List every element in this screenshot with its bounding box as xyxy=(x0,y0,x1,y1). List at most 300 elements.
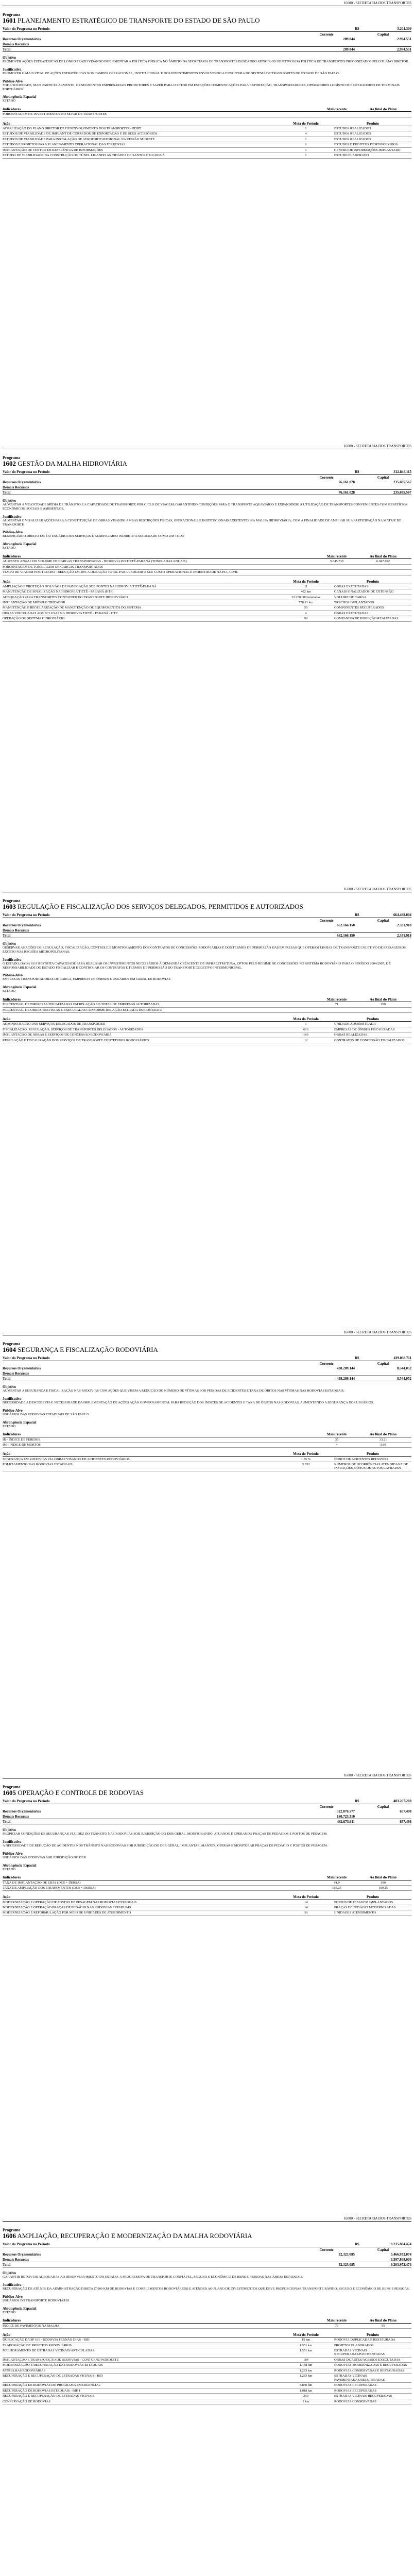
action-product: TRECHOS IMPLANTADOS xyxy=(334,600,374,604)
action-meta: 4 xyxy=(305,611,307,615)
col-meta: Meta do Período xyxy=(293,1017,319,1022)
col-corrente: Corrente xyxy=(319,1804,334,1809)
finance-label: Demais Recursos xyxy=(3,485,29,489)
action-meta: 90 xyxy=(304,617,308,621)
indicator-name: PERCENTUAL DE OBRAS PREVISTAS E EXECUTADAS CONFORME RELAÇÃO ESTRADA DO CONTRATO xyxy=(3,1008,162,1012)
finance-capital: 9.203.972.474 xyxy=(390,2262,411,2267)
finance-label: Total xyxy=(3,47,11,52)
publico-heading: Público-Alvo xyxy=(3,530,23,535)
action-name: FISCALIZAÇÃO, REGULAÇÃO, SERVIÇOS DE TRANSPORTES DELEGADOS - AUTORIZADOS xyxy=(3,1027,144,1031)
col-action: Ação xyxy=(3,579,11,584)
justificativa-text: A NECESSIDADE DE REDUÇÃO DE ACIDENTES NOS TRÂNSITO NAS RODOVIAS SOB JURISDIÇÃO DO DER GERAL, IMPLANTAR, MANTER, OPERAR E MONITORAR PRAÇAS DE PEDÁGIO E POSTOS DE PESAGEM. xyxy=(3,1844,328,1848)
finance-capital: 5.466.972.074 xyxy=(390,2252,411,2257)
program-value xyxy=(355,1799,411,1803)
action-name: MODERNIZAÇÃO E OPERAÇÃO DE POSTOS DE PESAGEM NAS RODOVIAS ESTADUAIS xyxy=(3,1900,137,1904)
col-most-recent: Mais recente xyxy=(326,1875,347,1880)
indicator-row xyxy=(3,1886,411,1891)
objetivo-text: PROPICIAR CONDIÇÕES DE SEGURANÇA E FLUIDEZ DO TRÂNSITO NAS RODOVIAS SOB JURISDIÇÃO DO DER GERAL, MONITORANDO, ATUANDO E OPERANDO PRAÇAS DE PEDÁGIOS E POSTOS DE PESAGEM. xyxy=(3,1832,327,1836)
action-product: COMPONENTES RECUPERADOS xyxy=(334,606,384,610)
program-value-row xyxy=(3,26,411,32)
action-name: RECUPERAÇÃO E RECUPERAÇÃO DE ESTRADAS VICINAIS - BID xyxy=(3,2374,103,2378)
abrangencia-text: ESTADO xyxy=(3,2310,16,2314)
col-product: Produto xyxy=(366,121,380,126)
abrangencia-heading: Abrangência Espacial xyxy=(3,985,37,990)
actions-header xyxy=(3,2333,411,2337)
indicator-recent xyxy=(319,570,355,574)
program-value-label: Valor do Programa no Período xyxy=(3,912,50,917)
action-row xyxy=(3,2337,411,2343)
action-name: MANUTENÇÃO DE SINALIZAÇÃO NA HIDROVIA TIETÊ - PARANÁ (HTP) xyxy=(3,590,114,594)
finance-capital xyxy=(355,928,411,933)
action-row xyxy=(3,2358,411,2363)
finance-label: Recursos Orçamentários xyxy=(3,480,41,485)
action-name: REGULAÇÃO E FISCALIZAÇÃO DOS SERVIÇOS DE TRANSPORTE CONCEDIDOS RODOVIÁRIOS xyxy=(3,1038,149,1042)
publico-text: EMPRESAS TRANSPORTADORAS DE CARGA, EMPRESAS DE ÔNIBUS E USUÁRIOS EM GERAL DE RODOVIAS xyxy=(3,977,171,981)
program-value-label: Valor do Programa no Período xyxy=(3,469,50,474)
finance-corrente xyxy=(298,485,355,489)
action-product: RODOVIAS RECUPERADAS xyxy=(334,2383,377,2387)
finance-row xyxy=(3,42,411,46)
publico-heading: Público-Alvo xyxy=(3,1851,23,1856)
finance-label: Total xyxy=(3,2262,11,2267)
action-row xyxy=(3,2394,411,2399)
col-capital: Capital xyxy=(377,32,389,37)
col-end-of-plan: Ao final do Plano xyxy=(370,554,396,559)
finance-capital: 2.994.551 xyxy=(397,47,411,52)
page-header: 16000 - SECRETARIA DOS TRANSPORTES xyxy=(3,1772,411,1778)
action-row xyxy=(3,2374,411,2383)
action-meta: 402 km xyxy=(301,590,311,594)
col-capital: Capital xyxy=(377,475,389,480)
indicator-row xyxy=(3,2324,411,2329)
finance-label: Recursos Orçamentários xyxy=(3,923,41,928)
action-row xyxy=(3,137,411,142)
indicators-header xyxy=(3,997,411,1002)
program-title xyxy=(3,1346,411,1353)
indicator-final xyxy=(355,112,411,116)
finance-row xyxy=(3,489,411,495)
value-columns-header xyxy=(3,475,411,480)
indicator-final: 95 xyxy=(381,2324,385,2328)
finance-row xyxy=(3,928,411,933)
action-meta: 1.85 % xyxy=(301,1457,311,1461)
finance-row xyxy=(3,2252,411,2257)
action-product: ÍNDICE DE ACIDENTES REDUZIDO xyxy=(334,1457,388,1461)
action-product: EMPRESAS DE ÔNIBUS FISCALIZADAS xyxy=(334,1027,395,1031)
action-name: MODERNIZAÇÃO E RECUPERAÇÃO DAS RODOVIAS ESTADUAIS xyxy=(3,2363,103,2367)
indicators-heading: Indicadores xyxy=(3,2318,21,2323)
col-corrente: Corrente xyxy=(319,1361,334,1366)
col-capital: Capital xyxy=(377,2247,389,2252)
action-row xyxy=(3,1038,411,1043)
indicator-final: 100 xyxy=(381,1003,386,1007)
currency-label: R$ xyxy=(355,2242,359,2246)
action-meta: 1.158 km xyxy=(299,2363,313,2367)
program-value-label: Valor do Programa no Período xyxy=(3,26,50,31)
col-product: Produto xyxy=(366,1452,380,1456)
action-meta: 1 km xyxy=(302,2399,309,2403)
objetivo-text: GARANTIR RODOVIAS ADEQUADAS AO DESENVOLVIMENTO DO ESTADO, A PROGRESSIVA DE TRANSPORTE CONFIÁVEL, SEGURO E ECONÔMICO DE BENS E PESSOAS NAS ÁREAS ESTADUAIS. xyxy=(3,2275,303,2279)
col-capital: Capital xyxy=(377,1361,389,1366)
actions-header xyxy=(3,122,411,126)
abrangencia-heading: Abrangência Espacial xyxy=(3,1420,37,1425)
col-corrente: Corrente xyxy=(319,475,334,480)
col-capital: Capital xyxy=(377,1804,389,1809)
action-name: IMPLANTAÇÃO DE CENTRO DE REFERÊNCIA DE INFORMAÇÕES xyxy=(3,148,103,152)
indicator-name: PORCENTAGEM DE TONELAGEM DE CARGAS TRANSPORTADAS xyxy=(3,565,103,569)
finance-corrente: 76.161.028 xyxy=(338,480,355,485)
action-meta: 3.932 xyxy=(302,1462,310,1466)
objetivo-text: PROMOVER AÇÕES ESTRATÉGICAS DE LONGO PRAZO VISANDO IMPLEMENTAR A POLÍTICA PÚBLICA NO ÂMBITO DA SECRETARIA DE TRANSPORTES BUSCANDO ATINGIR OS OBJETIVOS DA POLÍTICA DE TRANSPORTES PRECONIZADOS PELO PLANO DIRETOR. xyxy=(3,60,409,64)
program-value xyxy=(355,470,411,474)
program-value-amount: 3.204.300 xyxy=(397,26,411,31)
action-product: ESTUDOS REALIZADOS xyxy=(334,137,371,141)
program-title xyxy=(3,460,411,467)
action-row xyxy=(3,2383,411,2388)
indicator-row xyxy=(3,1002,411,1007)
value-columns-header xyxy=(3,1361,411,1366)
action-row xyxy=(3,2399,411,2404)
justificativa-text: PROMOVER O MAIS VITAL DE AÇÕES ESTRATÉGICAS NOS CAMPOS OPERACIONAL, INSTITUCIONAL E DOS INVESTIMENTOS ENVOLVENDO A ESTRUTURA DO SISTEMA DE TRANSPORTES DO ESTADO DE SÃO PAULO. xyxy=(3,72,340,75)
indicator-name: TAXA DE IMPLANTAÇÃO DE EBAS (DER + DERSA) xyxy=(3,1880,81,1885)
action-meta: 1.283 km xyxy=(299,2374,313,2378)
action-product: NÚMEROS DE OCORRÊNCIAS ATENDIDAS E DE INFRAÇÕES E ÔNUS DE AUTOS LAVRADOS xyxy=(334,1462,408,1470)
abrangencia-heading: Abrangência Espacial xyxy=(3,2306,37,2311)
action-row xyxy=(3,1027,411,1032)
currency-label: R$ xyxy=(355,912,359,917)
col-product: Produto xyxy=(366,1017,380,1022)
indicator-recent: 5.645.739 xyxy=(330,560,343,564)
indicator-recent: 91,9 xyxy=(334,1880,340,1885)
finance-label: Demais Recursos xyxy=(3,928,29,933)
indicator-recent xyxy=(319,1008,355,1012)
action-row xyxy=(3,616,411,621)
abrangencia-text: ESTADO xyxy=(3,99,16,103)
action-product: UNIDADES ATENDIMENTO xyxy=(334,1911,376,1915)
action-name: RECUPERAÇÃO DE RODOVIAS ESTADUAIS - BID I xyxy=(3,2388,80,2393)
objetivo-text: AUMENTAR A SEGURANÇA E FISCALIZAÇÃO NAS RODOVIAS COM AÇÕES QUE VISEM A REDUÇÃO DO NÚMERO DE VÍTIMAS POR PESSOAS DE ACIDENTES E TAXA DE ÓBITOS NAS VÍTIMAS NAS RODOVIAS ESTADUAIS. xyxy=(3,1389,344,1393)
indicators-header xyxy=(3,554,411,559)
action-name: MELHORAMENTO DE ESTRADAS VICINAIS/ARTICULADAS xyxy=(3,2348,94,2352)
action-meta: 14 xyxy=(304,1900,308,1904)
finance-row xyxy=(3,1371,411,1376)
actions-header xyxy=(3,1895,411,1900)
action-row xyxy=(3,1910,411,1916)
finance-corrente xyxy=(298,928,355,933)
program-value-label: Valor do Programa no Período xyxy=(3,2242,50,2246)
page-header: 16000 - SECRETARIA DOS TRANSPORTES xyxy=(3,886,411,892)
action-meta: 12 xyxy=(304,1038,308,1042)
program-label: Programa xyxy=(3,12,21,18)
program-name: GESTÃO DA MALHA HIDROVIÁRIA xyxy=(18,460,127,468)
program-section xyxy=(0,1329,414,1772)
actions-header xyxy=(3,580,411,584)
indicators-header xyxy=(3,1875,411,1880)
col-meta: Meta do Período xyxy=(293,2333,319,2337)
indicator-row xyxy=(3,565,411,570)
col-end-of-plan: Ao final do Plano xyxy=(370,107,396,112)
program-section xyxy=(0,1772,414,2215)
finance-label: Recursos Orçamentários xyxy=(3,1366,41,1371)
finance-label: Demais Recursos xyxy=(3,1371,29,1376)
objetivo-heading: Objetivo xyxy=(3,56,16,60)
action-meta: 613 xyxy=(303,1027,308,1031)
publico-text: TODA SOCIEDADE, MAIS PARTICULARMENTE, OS SEGMENTOS EMPRESARIAIS PRODUTORES E SAZER PARA O SETOR EM ESTAÇÕES DOMESTICAÇÕES PARA EXPORTAÇÃO, TRANSPORTADORES, OPERADORES LOGÍSTICOS E OPERADORES DE TERMINAIS PORTUÁRIOS xyxy=(3,83,400,91)
indicator-recent xyxy=(319,565,355,569)
col-end-of-plan: Ao final do Plano xyxy=(370,1875,396,1880)
finance-capital: 657.498 xyxy=(400,1809,411,1814)
action-meta: 4 xyxy=(305,132,307,136)
action-meta: 50 xyxy=(304,606,308,610)
indicator-recent: 79 xyxy=(335,2324,339,2328)
action-row xyxy=(3,2368,411,2374)
finance-capital: 2.994.551 xyxy=(397,37,411,42)
program-value-row xyxy=(3,912,411,918)
indicator-name: PORCENTAGEM DE INVESTIMENTOS NO SETOR DE TRANSPORTES xyxy=(3,112,107,116)
abrangencia-text: ESTADO xyxy=(3,1867,16,1871)
action-product: RODOVIAS CONSERVADAS xyxy=(334,2399,376,2403)
publico-text: BENEFICIÁRIO DIRETO EM É O USUÁRIO DOS SERVIÇOS E BENEFICIÁRIO INDIRETO A SOCIEDADE COMO UM TODO xyxy=(3,534,184,538)
col-most-recent: Mais recente xyxy=(326,107,347,112)
action-product: CANAIS SINALIZADOS DE EXTENSÃO xyxy=(334,590,394,594)
program-label: Programa xyxy=(3,899,21,904)
indicator-name: ÍNDICE DE PAVIMENTOS NA MALHA xyxy=(3,2324,60,2328)
action-name: ESTUDOS E PROJETOS PARA PLANEJAMENTO OPERACIONAL DAS FERROVIAS xyxy=(3,143,126,147)
program-code: 1606 xyxy=(3,2232,16,2240)
action-name: PATRULHAS RODOVIÁRIAS xyxy=(3,2368,46,2372)
finance-row xyxy=(3,1814,411,1819)
indicator-row xyxy=(3,112,411,117)
action-meta: 160 xyxy=(303,1033,308,1037)
col-end-of-plan: Ao final do Plano xyxy=(370,2318,396,2323)
indicator-recent: 4 xyxy=(336,1443,338,1447)
page-header: 16000 - SECRETARIA DOS TRANSPORTES xyxy=(3,0,411,6)
action-row xyxy=(3,600,411,605)
abrangencia-text: ESTADO xyxy=(3,1424,16,1428)
action-product: OBRAS DE ARTES/ACESSOS EXECUTADAS xyxy=(334,2358,401,2362)
program-value-label: Valor do Programa no Período xyxy=(3,1799,50,1803)
publico-text: USUÁRIOS DO TRANSPORTE RODOVIÁRIO xyxy=(3,2298,70,2302)
finance-corrente: 76.161.028 xyxy=(338,490,355,495)
action-meta: 778.81 km xyxy=(299,600,313,604)
actions-header xyxy=(3,1452,411,1456)
justificativa-heading: Justificativa xyxy=(3,1839,22,1844)
indicator-recent xyxy=(319,112,355,116)
program-value-label: Valor do Programa no Período xyxy=(3,1355,50,1360)
finance-row xyxy=(3,37,411,42)
finance-row xyxy=(3,1809,411,1814)
action-product: OBRAS EXECUTADAS xyxy=(334,584,369,588)
action-product: OBRAS EXECUTADAS xyxy=(334,611,369,615)
program-label: Programa xyxy=(3,2228,21,2233)
action-meta: 1 xyxy=(305,154,307,158)
indicators-heading: Indicadores xyxy=(3,997,21,1002)
action-row xyxy=(3,1032,411,1038)
justificativa-heading: Justificativa xyxy=(3,67,22,72)
col-action: Ação xyxy=(3,1895,11,1900)
program-name: OPERAÇÃO E CONTROLE DE RODOVIAS xyxy=(18,1789,144,1797)
indicator-final xyxy=(355,565,411,569)
action-name: IMPLANTAÇÃO DE MÓDULO TRIZADOR xyxy=(3,600,65,604)
program-value xyxy=(355,1356,411,1360)
action-meta: 250 xyxy=(303,2394,308,2398)
finance-label: Total xyxy=(3,490,11,495)
col-action: Ação xyxy=(3,2333,11,2337)
finance-capital: 235.685.567 xyxy=(393,490,411,495)
action-name: IMPLANTAÇÃO DE OBRAS E SERVIÇOS DE CONCESSÃO RODOVIÁRIA xyxy=(3,1033,112,1037)
col-meta: Meta do Período xyxy=(293,1895,319,1900)
abrangencia-text: ESTADO xyxy=(3,989,16,993)
abrangencia-heading: Abrangência Espacial xyxy=(3,95,37,99)
publico-text: USUÁRIOS DAS RODOVIAS SOB JURISDIÇÃO DO DER xyxy=(3,1855,86,1859)
action-product: UNIDADE ADMINISTRADA xyxy=(334,1022,376,1026)
indicators-header xyxy=(3,2318,411,2323)
indicator-final xyxy=(355,1008,411,1012)
action-meta: 11 xyxy=(304,584,308,588)
program-code: 1605 xyxy=(3,1789,16,1797)
action-product: RODOVIAS MODERNIZADAS E RECUPERADAS xyxy=(334,2363,407,2367)
action-row xyxy=(3,142,411,147)
program-value-row xyxy=(3,1355,411,1361)
publico-heading: Público-Alvo xyxy=(3,2294,23,2299)
currency-label: R$ xyxy=(355,469,359,474)
action-product: PRAÇAS DE PEDÁGIO MODERNIZADAS xyxy=(334,1905,396,1909)
value-columns-header xyxy=(3,2247,411,2252)
action-name: ADEQUAÇÃO PARA TRANSPORTES CONTAINER DO TRANSPORTE HIDROVIÁRIO xyxy=(3,595,128,599)
col-most-recent: Mais recente xyxy=(326,2318,347,2323)
action-row xyxy=(3,126,411,131)
action-row xyxy=(3,153,411,158)
col-product: Produto xyxy=(366,1895,380,1900)
page-header: 16000 - SECRETARIA DOS TRANSPORTES xyxy=(3,443,411,449)
publico-heading: Público-Alvo xyxy=(3,79,23,83)
justificativa-heading: Justificativa xyxy=(3,2282,22,2287)
indicator-recent: 35 xyxy=(335,1437,339,1442)
justificativa-text: O ESTADO, DADA SUA RESTRITA CAPACIDADE PARA REALIZAR OS INVESTIMENTOS NECESSÁRIOS À DEMANDA CRESCENTE DE INFRAESTRUTURA, OPTOU PELO REGIME DE CONCESSÕES NO SISTEMA RODOVIÁRIO PARA O PERÍODO 2004/2007, E É RESPONSABILIDADE DO ESTADO FISCALIZAR E CONTROLAR OS CONTRATOS E TERMOS DE PERMISSÃO DO TRANSPORTE COLETIVO INTERMUNICIPAL. xyxy=(3,961,391,970)
indicator-final: 100,25 xyxy=(378,1886,388,1890)
action-row xyxy=(3,611,411,616)
action-product: ESTRADAS VICINAIS RECUPERADAS/PAVIMENTADAS xyxy=(334,2348,385,2357)
page-header: 16000 - SECRETARIA DOS TRANSPORTES xyxy=(3,1329,411,1335)
finance-capital: 657.498 xyxy=(400,1819,411,1824)
col-most-recent: Mais recente xyxy=(326,1432,347,1437)
finance-label: Total xyxy=(3,933,11,938)
finance-capital xyxy=(355,1371,411,1376)
action-name: DUPLICAÇÃO DA SP 101 - RODOVIA FERNÃO DIAS - BID xyxy=(3,2338,90,2342)
action-product: RODOVIAS RECUPERADAS xyxy=(334,2388,377,2393)
program-value-row xyxy=(3,1799,411,1804)
indicator-name: TEMPO DE VIAGEM POR TRECHO - REDUÇÃO EM 20% A DURAÇÃO TOTAL PARA REDUZIR O SEU CUSTO OPERACIONAL E INDENTIDADE NA PIA, CIVIL xyxy=(3,570,238,574)
finance-label: Recursos Orçamentários xyxy=(3,2252,41,2257)
finance-row xyxy=(3,923,411,928)
action-name: MANUTENÇÃO E REGULARIZAÇÃO DE MANUTENÇÃO DE EQUIPAMENTOS DO SISTEMA xyxy=(3,606,142,610)
program-title xyxy=(3,903,411,910)
finance-corrente: 482.673.911 xyxy=(337,1819,355,1824)
action-name: CONSERVAÇÃO DE RODOVIAS xyxy=(3,2399,50,2403)
action-product: VOLUME DE CARGA xyxy=(334,595,367,599)
col-end-of-plan: Ao final do Plano xyxy=(370,1432,396,1437)
action-name: SEGURANÇA EM RODOVIAS VIA OBRAS VISANDO DE ACIDENTES RODOVIÁRIOS xyxy=(3,1457,130,1461)
finance-label: Recursos Orçamentários xyxy=(3,37,41,42)
action-meta: 1.551 km xyxy=(299,2348,313,2352)
program-title xyxy=(3,17,411,24)
finance-capital: 235.685.567 xyxy=(393,480,411,485)
actions-header xyxy=(3,1017,411,1022)
program-name: PLANEJAMENTO ESTRATÉGICO DE TRANSPORTE DO ESTADO DE SÃO PAULO xyxy=(18,16,260,25)
indicators-header xyxy=(3,1432,411,1437)
objetivo-heading: Objetivo xyxy=(3,1828,16,1833)
action-meta: 30 xyxy=(304,1911,308,1915)
action-name: POLICIAMENTO NAS RODOVIAS ESTADUAIS xyxy=(3,1462,73,1466)
action-meta: 1 xyxy=(305,126,307,130)
indicator-row xyxy=(3,1437,411,1443)
indicator-name: AUMENTO ANUAL DO VOLUME DE CARGAS TRANSPORTADAS - HIDROVIA DO TIETÊ-PARANÁ (TONELADAS ANUAIS) xyxy=(3,560,187,564)
finance-label: Demais Recursos xyxy=(3,1814,29,1819)
program-section xyxy=(0,443,414,886)
action-product: ESTUDO ELABORADO xyxy=(334,154,369,158)
col-action: Ação xyxy=(3,1017,11,1022)
action-row xyxy=(3,1022,411,1027)
finance-corrente: 209.844 xyxy=(343,47,355,52)
action-product: ESTUDOS REALIZADOS xyxy=(334,132,371,136)
indicator-row xyxy=(3,1443,411,1448)
finance-row xyxy=(3,46,411,52)
indicator-row xyxy=(3,1880,411,1886)
action-name: OBRAS VINCULADAS AOS ECLUSAS NA HIDROVIA TIETÊ - PARANÁ - HTP xyxy=(3,611,118,615)
program-name: REGULAÇÃO E FISCALIZAÇÃO DOS SERVIÇOS DELEGADOS, PERMITIDOS E AUTORIZADOS xyxy=(18,903,303,911)
action-meta: 1.018 km xyxy=(299,2388,313,2393)
finance-corrente: 32.323.085 xyxy=(338,2262,355,2267)
indicator-recent: 103,25 xyxy=(332,1886,341,1890)
indicator-final: 33.21 xyxy=(379,1437,387,1442)
finance-label: Demais Recursos xyxy=(3,42,29,46)
program-title xyxy=(3,2232,411,2240)
finance-label: Total xyxy=(3,1376,11,1381)
indicator-final: 6.947.892 xyxy=(376,560,390,564)
finance-corrente: 438.209.144 xyxy=(337,1376,355,1381)
program-code: 1601 xyxy=(3,16,16,25)
finance-row xyxy=(3,1819,411,1824)
program-code: 1603 xyxy=(3,903,16,911)
finance-corrente: 438.209.144 xyxy=(337,1366,355,1371)
action-product: ESTUDOS REALIZADOS xyxy=(334,126,371,130)
action-product: COMPANHIA DE INSPEÇÃO REALIZADAS xyxy=(334,617,399,621)
program-code: 1602 xyxy=(3,460,16,468)
finance-capital: 2.331.918 xyxy=(397,923,411,928)
justificativa-text: NECESSIDADE A DESCOBERTA E NECESSIDADE DA IMPLEMENTAÇÃO DE AÇÕES AÇÃO GOVERNAMENTAL PARA REDUÇÃO DOS ÍNDICES DE ACIDENTES E TAXA DE ÓBITOS NAS RODOVIAS, AUMENTANDO A SEGURANÇA DOS USUÁRIOS. xyxy=(3,1401,374,1404)
value-columns-header xyxy=(3,918,411,923)
action-row xyxy=(3,2348,411,2358)
currency-label: R$ xyxy=(355,1355,359,1360)
publico-text: USUÁRIOS DAS RODOVIAS ESTADUAIS DE SÃO PAULO xyxy=(3,1412,89,1416)
finance-corrente: 322.876.577 xyxy=(337,1809,355,1814)
indicator-final: 100 xyxy=(381,1880,386,1885)
program-name: SEGURANÇA E FISCALIZAÇÃO RODOVIÁRIA xyxy=(18,1346,158,1354)
justificativa-heading: Justificativa xyxy=(3,1396,22,1401)
action-product: PROJETOS ELABORADOS xyxy=(334,2343,374,2347)
program-section xyxy=(0,0,414,443)
action-row xyxy=(3,1462,411,1471)
col-product: Produto xyxy=(366,2333,380,2337)
finance-capital xyxy=(355,42,411,46)
indicator-recent: 71 xyxy=(335,1003,339,1007)
action-row xyxy=(3,2343,411,2348)
action-row xyxy=(3,595,411,600)
action-name: ESTUDOS DE VIABILIDADE PARA INSTALAÇÃO DE AEROPORTO REGIONAL NA REGIÃO SUDESTE xyxy=(3,137,155,141)
indicator-name: TAXA DE AMPLIAÇÃO DOS EQUIPAMENTOS (DER + DERSA) xyxy=(3,1886,96,1890)
indicators-heading: Indicadores xyxy=(3,1432,21,1437)
col-action: Ação xyxy=(3,121,11,126)
